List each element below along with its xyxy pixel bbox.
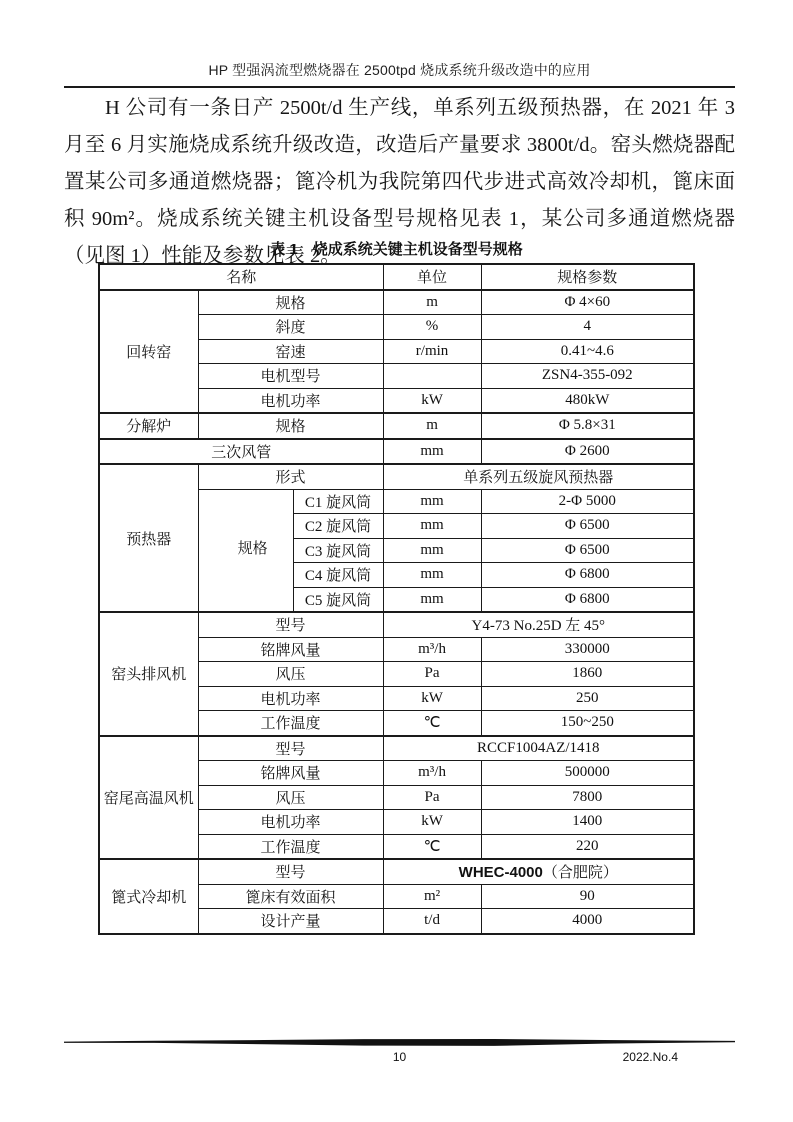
- cell-value-model: [383, 859, 694, 884]
- group-label-grate-cooler: 篦式冷却机: [99, 859, 198, 934]
- cell-value-form: 单系列五级旋风预热器: [383, 464, 694, 489]
- cell-value: 4: [481, 315, 694, 340]
- cell-value: Φ 6500: [481, 538, 694, 563]
- cell-value: 500000: [481, 761, 694, 786]
- footer-rule: [64, 1038, 735, 1048]
- cell-unit: ℃: [383, 834, 481, 859]
- cell-value: 330000: [481, 637, 694, 662]
- cell-unit: Pa: [383, 785, 481, 810]
- cell-value: 0.41~4.6: [481, 339, 694, 364]
- cell-value: Φ 4×60: [481, 290, 694, 315]
- cell-unit: mm: [383, 489, 481, 514]
- cell-unit: Pa: [383, 662, 481, 687]
- cell-name: 工作温度: [198, 711, 383, 736]
- col-header-unit: 单位: [383, 264, 481, 290]
- cell-value-model: RCCF1004AZ/1418: [383, 736, 694, 761]
- cell-unit: kW: [383, 388, 481, 413]
- cooler-model-origin: （合肥院）: [542, 865, 618, 882]
- header-rule: [64, 86, 735, 88]
- page-number: 10: [392, 1050, 407, 1064]
- cell-unit: mm: [383, 563, 481, 588]
- cell-unit: mm: [383, 587, 481, 612]
- table-row: [99, 736, 694, 761]
- cell-value: 4000: [481, 909, 694, 934]
- table-row: [99, 859, 694, 884]
- equipment-spec-table: [98, 263, 695, 935]
- cell-value-model: Y4-73 No.25D 左 45°: [383, 612, 694, 637]
- page-footer: [64, 1050, 735, 1068]
- cell-value: Φ 6500: [481, 514, 694, 539]
- subgroup-label-spec: [198, 489, 293, 612]
- cell-name-tertiary-air-duct: 三次风管: [99, 439, 383, 465]
- subgroup-label-spec-text: 规格: [237, 541, 268, 558]
- cell-unit: kW: [383, 686, 481, 711]
- cell-unit: m³/h: [383, 637, 481, 662]
- cell-value: 250: [481, 686, 694, 711]
- cell-name: C5 旋风筒: [293, 587, 383, 612]
- table-caption: 表 1 烧成系统关键主机设备型号规格: [270, 241, 523, 258]
- cell-value: 220: [481, 834, 694, 859]
- cell-value: 150~250: [481, 711, 694, 736]
- cell-name-model: 型号: [198, 612, 383, 637]
- cell-name: C2 旋风筒: [293, 514, 383, 539]
- cell-name: 铭牌风量: [198, 637, 383, 662]
- table-row: [99, 439, 694, 465]
- cell-unit: m³/h: [383, 761, 481, 786]
- cell-unit: r/min: [383, 339, 481, 364]
- issue-number: 2022.No.4: [622, 1050, 678, 1064]
- cell-name: 窑速: [198, 339, 383, 364]
- cell-unit: mm: [383, 439, 481, 465]
- cell-name: 风压: [198, 785, 383, 810]
- cell-name: C4 旋风筒: [293, 563, 383, 588]
- cell-value: Φ 6800: [481, 587, 694, 612]
- cell-value: 2-Φ 5000: [481, 489, 694, 514]
- cell-value: ZSN4-355-092: [481, 364, 694, 389]
- cooler-model-brand: WHEC-4000: [458, 864, 543, 882]
- cell-name: 工作温度: [198, 834, 383, 859]
- cell-name: 设计产量: [198, 909, 383, 934]
- table-header-row: [99, 264, 694, 290]
- cell-name: 电机功率: [198, 388, 383, 413]
- cell-unit: [383, 364, 481, 389]
- cell-value: 1860: [481, 662, 694, 687]
- cell-name: 规格: [198, 413, 383, 439]
- intro-paragraph: H 公司有一条日产 2500t/d 生产线，单系列五级预热器，在 2021 年 3 月至 6 月实施烧成系统升级改造，改造后产量要求 3800t/d。窑头燃烧器配置某公司多通道燃烧器；篦冷机为我院第四代步进式高效冷却机，篦床面积 90m²。烧成系统关键主机设备型号规格见表 1，某公司多通道燃烧器（见图 1）性能及参数见表 2。: [64, 97, 735, 267]
- cell-name: 电机功率: [198, 686, 383, 711]
- cell-unit: m: [383, 413, 481, 439]
- cell-name: 规格: [198, 290, 383, 315]
- cell-name-model: 型号: [198, 859, 383, 884]
- cell-name-model: 型号: [198, 736, 383, 761]
- cell-name: 铭牌风量: [198, 761, 383, 786]
- cell-name: C1 旋风筒: [293, 489, 383, 514]
- cell-name: 电机功率: [198, 810, 383, 835]
- table-row: [99, 464, 694, 489]
- table-row: [99, 612, 694, 637]
- group-label-kiln-tail-fan: 窑尾高温风机: [99, 736, 198, 860]
- cell-name: 篦床有效面积: [198, 884, 383, 909]
- cell-value: Φ 2600: [481, 439, 694, 465]
- cell-name-form: 形式: [198, 464, 383, 489]
- cell-unit: t/d: [383, 909, 481, 934]
- cell-name: C3 旋风筒: [293, 538, 383, 563]
- cell-value: 1400: [481, 810, 694, 835]
- cell-unit: m²: [383, 884, 481, 909]
- cell-name: 风压: [198, 662, 383, 687]
- cell-name: 电机型号: [198, 364, 383, 389]
- col-header-spec: 规格参数: [481, 264, 694, 290]
- group-label-calciner: 分解炉: [99, 413, 198, 439]
- cell-value: Φ 5.8×31: [481, 413, 694, 439]
- cell-name: 斜度: [198, 315, 383, 340]
- cell-value: Φ 6800: [481, 563, 694, 588]
- cell-value: 480kW: [481, 388, 694, 413]
- cell-unit: %: [383, 315, 481, 340]
- cell-unit: kW: [383, 810, 481, 835]
- cell-value: 7800: [481, 785, 694, 810]
- group-label-rotary-kiln: 回转窑: [99, 290, 198, 414]
- cell-unit: m: [383, 290, 481, 315]
- table-row: [99, 413, 694, 439]
- cell-value: 90: [481, 884, 694, 909]
- group-label-kiln-head-fan: 窑头排风机: [99, 612, 198, 736]
- running-header-title: HP 型强涡流型燃烧器在 2500tpd 烧成系统升级改造中的应用: [208, 62, 591, 78]
- cell-unit: mm: [383, 538, 481, 563]
- col-header-name: 名称: [99, 264, 383, 290]
- table-row: [99, 290, 694, 315]
- cell-unit: ℃: [383, 711, 481, 736]
- group-label-preheater: 预热器: [99, 464, 198, 612]
- cell-unit: mm: [383, 514, 481, 539]
